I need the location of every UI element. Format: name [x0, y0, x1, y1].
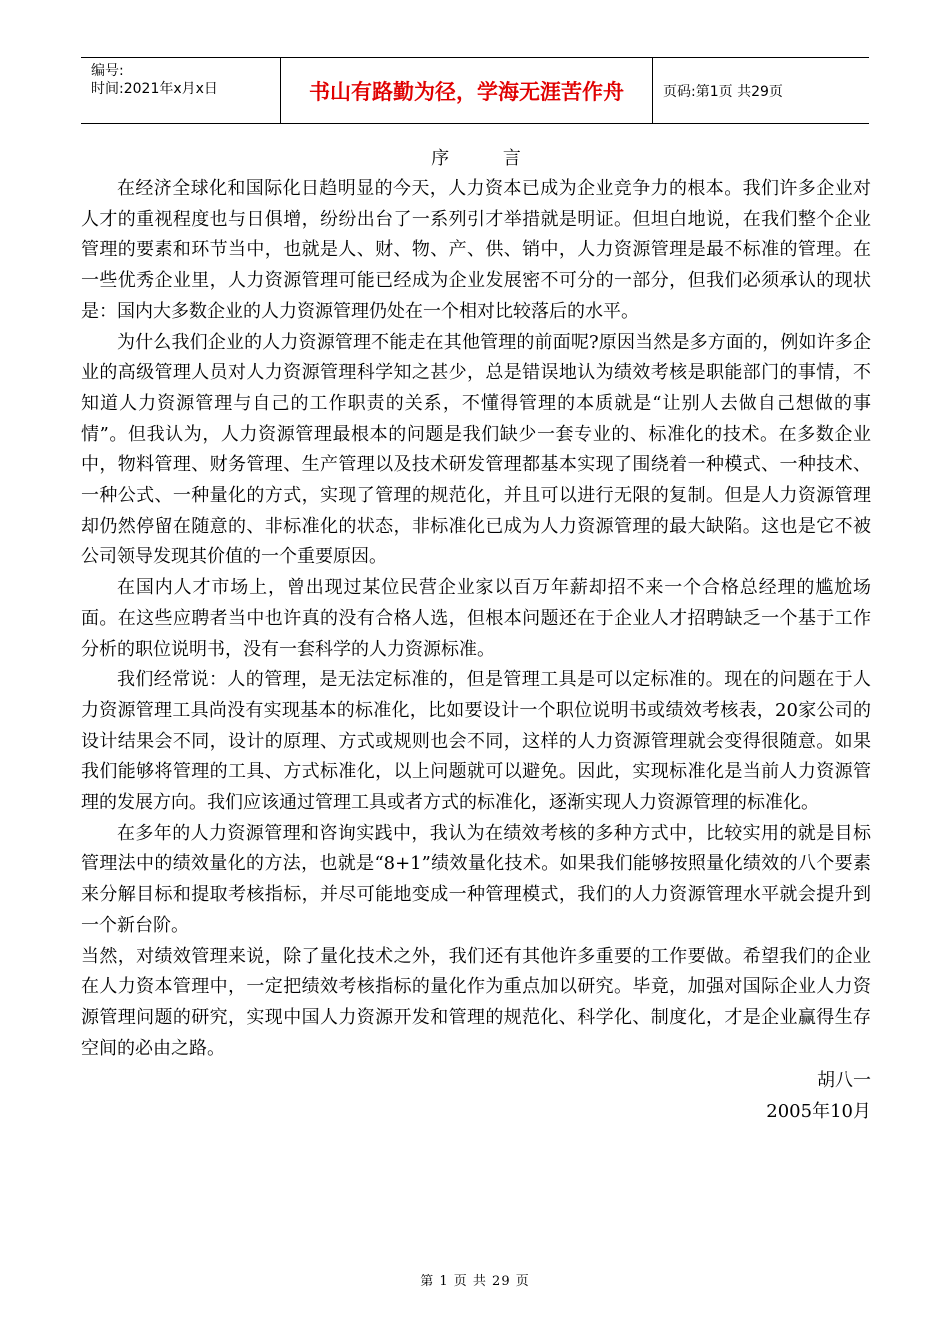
header-meta	[81, 58, 281, 123]
header-motto: 书山有路勤为径，学海无涯苦作舟	[281, 58, 653, 123]
document-body	[81, 146, 871, 1128]
paragraph-5: 在多年的人力资源管理和咨询实践中，我认为在绩效考核的多种方式中，比较实用的就是目标管理法中的绩效量化的方法，也就是“8+1”绩效量化技术。如果我们能够按照量化绩效的八个要素来分解目标和提取考核指标，并尽可能地变成一种管理模式，我们的人力资源管理水平就会提升到一个新台阶。	[81, 822, 871, 936]
page-header	[81, 57, 869, 124]
paragraph-6: 当然，对绩效管理来说，除了量化技术之外，我们还有其他许多重要的工作要做。希望我们的企业在人力资本管理中，一定把绩效考核指标的量化作为重点加以研究。毕竟，加强对国际企业人力资源管理问题的研究，实现中国人力资源开发和管理的规范化、科学化、制度化，才是企业赢得生存空间的必由之路。	[81, 945, 871, 1059]
paragraph-1: 在经济全球化和国际化日趋明显的今天，人力资本已成为企业竞争力的根本。我们许多企业对人才的重视程度也与日俱增，纷纷出台了一系列引才举措就是明证。但坦白地说，在我们整个企业管理的要素和环节当中，也就是人、财、物、产、供、销中，人力资源管理是最不标准的管理。在一些优秀企业里，人力资源管理可能已经成为企业发展密不可分的一部分，但我们必须承认的现状是：国内大多数企业的人力资源管理仍处在一个相对比较落后的水平。	[81, 178, 871, 322]
page-footer: 第 1 页 共 29 页	[420, 1274, 530, 1289]
paragraph-2: 为什么我们企业的人力资源管理不能走在其他管理的前面呢?原因当然是多方面的，例如许多企业的高级管理人员对人力资源管理科学知之甚少，总是错误地认为绩效考核是职能部门的事情，不知道人力资源管理与自己的工作职责的关系，不懂得管理的本质就是“让别人去做自己想做的事情”。但我认为，人力资源管理最根本的问题是我们缺少一套专业的、标准化的技术。在多数企业中，物料管理、财务管理、生产管理以及技术研发管理都基本实现了围绕着一种模式、一种技术、一种公式、一种量化的方式，实现了管理的规范化，并且可以进行无限的复制。但是人力资源管理却仍然停留在随意的、非标准化的状态，非标准化已成为人力资源管理的最大缺陷。这也是它不被公司领导发现其价值的一个重要原因。	[81, 331, 871, 568]
paragraph-3: 在国内人才市场上，曾出现过某位民营企业家以百万年薪却招不来一个合格总经理的尴尬场面。在这些应聘者当中也许真的没有合格人选，但根本问题还在于企业人才招聘缺乏一个基于工作分析的职位说明书，没有一套科学的人力资源标准。	[81, 577, 871, 660]
author-signature: 胡八一	[817, 1070, 871, 1092]
time-label: 时间:2021年x月x日	[91, 81, 218, 97]
number-label: 编号:	[91, 63, 124, 79]
document-date: 2005年10月	[766, 1101, 871, 1123]
paragraph-4: 我们经常说：人的管理，是无法定标准的，但是管理工具是可以定标准的。现在的问题在于人力资源管理工具尚没有实现基本的标准化，比如要设计一个职位说明书或绩效考核表，20家公司的设计结果会不同，设计的原理、方式或规则也会不同，这样的人力资源管理就会变得很随意。如果我们能够将管理的工具、方式标准化，以上问题就可以避免。因此，实现标准化是当前人力资源管理的发展方向。我们应该通过管理工具或者方式的标准化，逐渐实现人力资源管理的标准化。	[81, 669, 871, 814]
document-title: 序 言	[431, 148, 545, 169]
header-page-label: 页码:第1页 共29页	[663, 83, 783, 100]
